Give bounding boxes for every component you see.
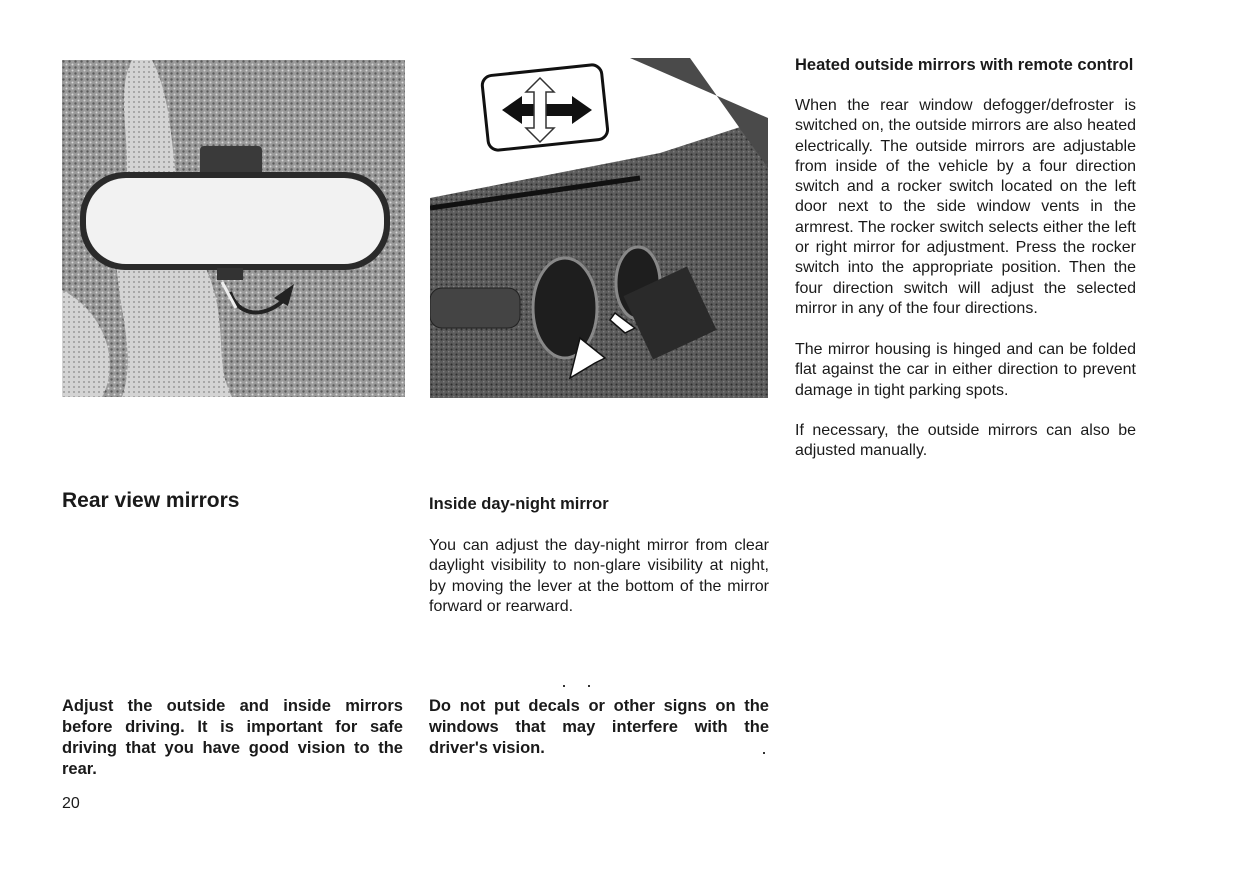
inside-mirror-heading: Inside day-night mirror <box>429 495 609 513</box>
outside-mirrors-paragraph: The mirror housing is hinged and can be folded flat against the car in either direction to prevent damage in tight parking spots. <box>795 341 1136 399</box>
inside-mirror-photo <box>62 60 405 397</box>
warning-text: Do not put decals or other signs on the windows that may interfere with the driver's vision. <box>429 697 769 757</box>
print-speck <box>563 685 565 687</box>
outside-mirrors-heading: Heated outside mirrors with remote control <box>795 56 1134 74</box>
inside-mirror-illustration <box>62 60 405 397</box>
page-number: 20 <box>62 795 80 812</box>
outside-mirrors-paragraph: If necessary, the outside mirrors can also be adjusted manually. <box>795 422 1136 460</box>
outside-mirrors-paragraph: When the rear window defogger/defroster is switched on, the outside mirrors are also heated electrically. The outside mirrors are adjustable from inside of the vehicle by a four direction switch and a rocker switch located on the left door next to the side window vents in the armrest. The rocker switch selects either the left or right mirror for adjustment. Press the rocker switch into the appropriate position. Then the four direction switch will adjust the selected mirror in any of the four directions. <box>795 97 1136 317</box>
door-mirror-photo <box>430 58 768 398</box>
door-mirror-control-illustration <box>430 58 768 398</box>
inside-mirror-paragraph: You can adjust the day-night mirror from clear daylight visibility to non-glare visibility at night, by moving the lever at the bottom of the mirror forward or rearward. <box>429 537 769 615</box>
section-title: Rear view mirrors <box>62 489 240 512</box>
warning-text: Adjust the outside and inside mirrors before driving. It is important for safe driving that you have good vision to the rear. <box>62 697 403 778</box>
print-speck <box>588 685 590 687</box>
